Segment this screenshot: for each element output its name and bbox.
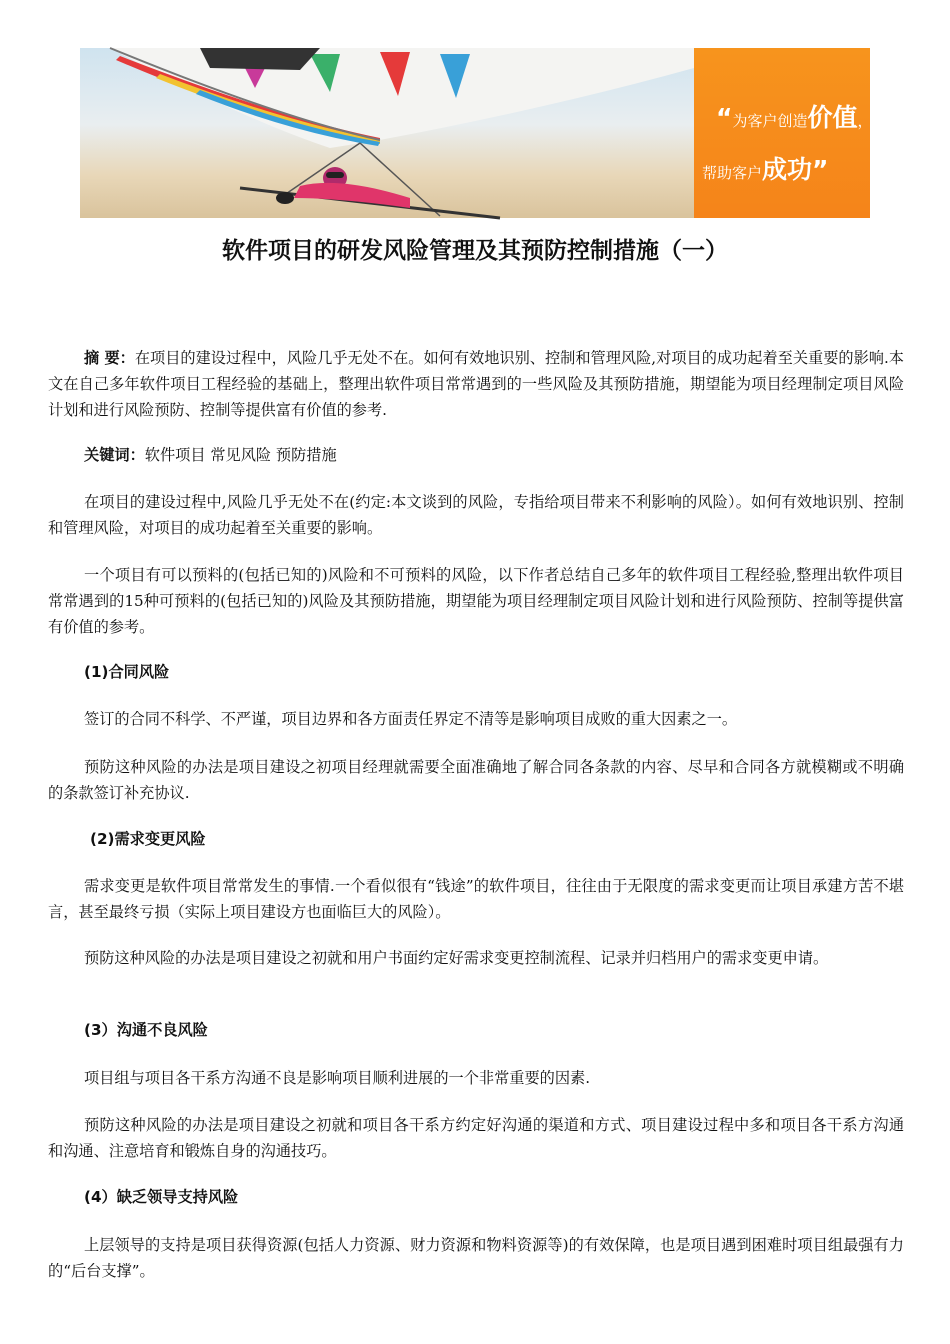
section-heading-requirement-change-risk: (2)需求变更风险 bbox=[90, 830, 206, 848]
communication-risk-description: 项目组与项目各干系方沟通不良是影响项目顺利进展的一个非常重要的因素. bbox=[84, 1069, 591, 1087]
keywords-label: 关键词： bbox=[84, 446, 145, 464]
keywords-paragraph bbox=[48, 442, 904, 468]
header-banner bbox=[80, 48, 873, 218]
slogan-line-2: 帮助客户成功” bbox=[702, 155, 829, 184]
communication-risk-prevention: 预防这种风险的办法是项目建设之初就和项目各干系方约定好沟通的渠道和方式、项目建设过程中多和项目各干系方沟通和沟通、注意培育和锻炼自身的沟通技巧。 bbox=[48, 1116, 904, 1160]
section-heading-communication-risk: (3）沟通不良风险 bbox=[84, 1021, 208, 1039]
hang-glider-photo bbox=[80, 48, 694, 218]
document-title: 软件项目的研发风险管理及其预防控制措施（一） bbox=[222, 238, 728, 264]
section-heading-leadership-support-risk: (4）缺乏领导支持风险 bbox=[84, 1188, 239, 1206]
slogan-line-1: “为客户创造价值， bbox=[716, 103, 873, 132]
slogan-panel bbox=[694, 48, 873, 218]
leadership-support-description: 上层领导的支持是项目获得资源(包括人力资源、财力资源和物料资源等)的有效保障，也是项目遇到困难时项目组最强有力的“后台支撑”。 bbox=[48, 1236, 904, 1280]
abstract-text: 在项目的建设过程中，风险几乎无处不在。如何有效地识别、控制和管理风险,对项目的成功起着至关重要的影响.本文在自己多年软件项目工程经验的基础上，整理出软件项目常常遇到的一些风险及其预防措施，期望能为项目经理制定项目风险计划和进行风险预防、控制等提供富有价值的参考. bbox=[48, 349, 904, 419]
abstract-label: 摘 要： bbox=[84, 349, 135, 367]
hang-glider-illustration bbox=[80, 48, 694, 218]
abstract-paragraph bbox=[48, 345, 904, 423]
intro-paragraph-2: 一个项目有可以预料的(包括已知的)风险和不可预料的风险，以下作者总结自己多年的软件项目工程经验,整理出软件项目常常遇到的15种可预料的(包括已知的)风险及其预防措施，期望能为项目经理制定项目风险计划和进行风险预防、控制等提供富有价值的参考。 bbox=[48, 566, 904, 636]
contract-risk-prevention: 预防这种风险的办法是项目建设之初项目经理就需要全面准确地了解合同各条款的内容、尽早和合同各方就模糊或不明确的条款签订补充协议. bbox=[48, 758, 904, 802]
section-heading-contract-risk: (1)合同风险 bbox=[84, 663, 170, 681]
keywords-text: 软件项目 常见风险 预防措施 bbox=[144, 446, 337, 464]
contract-risk-description: 签订的合同不科学、不严谨，项目边界和各方面责任界定不清等是影响项目成败的重大因素之一。 bbox=[84, 710, 738, 728]
requirement-change-description: 需求变更是软件项目常常发生的事情.一个看似很有“钱途”的软件项目，往往由于无限度的需求变更而让项目承建方苦不堪言，甚至最终亏损（实际上项目建设方也面临巨大的风险）。 bbox=[48, 877, 904, 921]
intro-paragraph-1: 在项目的建设过程中,风险几乎无处不在(约定:本文谈到的风险，专指给项目带来不利影响的风险）。如何有效地识别、控制和管理风险，对项目的成功起着至关重要的影响。 bbox=[48, 493, 904, 537]
requirement-change-prevention: 预防这种风险的办法是项目建设之初就和用户书面约定好需求变更控制流程、记录并归档用户的需求变更申请。 bbox=[84, 949, 829, 967]
